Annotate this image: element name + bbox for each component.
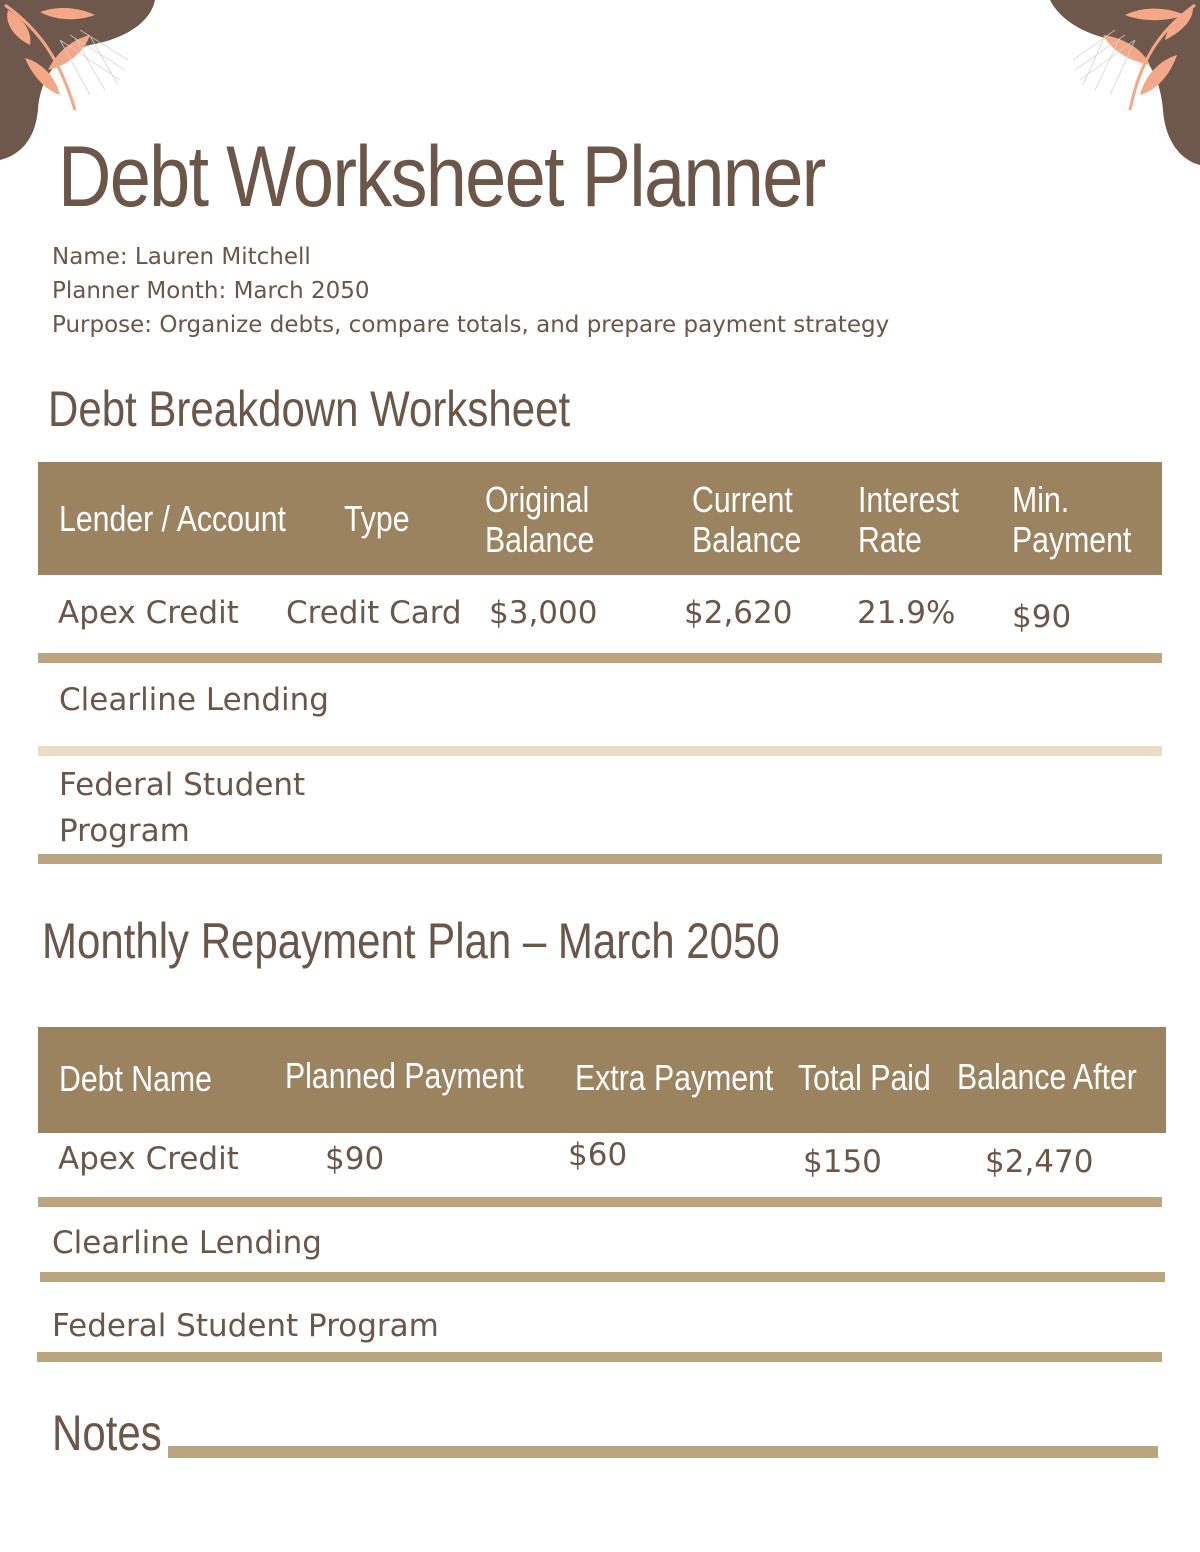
row-divider: [38, 1197, 1162, 1207]
breakdown-table-header: [38, 462, 1162, 575]
repayment-row-2-debt: Clearline Lending: [52, 1225, 322, 1261]
cell-total-paid: $150: [803, 1144, 882, 1180]
col-header-total-paid: Total Paid: [798, 1057, 931, 1098]
cell-current-balance: $2,620: [684, 595, 793, 631]
col-header-type: Type: [344, 498, 410, 539]
cell-debt-name: Apex Credit: [58, 1141, 239, 1177]
col-header-original: Original Balance: [485, 479, 595, 560]
cell-original-balance: $3,000: [489, 595, 598, 631]
notes-label: Notes: [52, 1405, 162, 1461]
cell-balance-after: $2,470: [985, 1144, 1094, 1180]
repayment-row-3-debt: Federal Student Program: [52, 1308, 439, 1344]
cell-interest-rate: 21.9%: [857, 595, 956, 631]
notes-line: [168, 1446, 1158, 1458]
cell-lender: Apex Credit: [58, 595, 239, 631]
page-title: Debt Worksheet Planner: [58, 129, 825, 225]
cell-extra-payment: $60: [568, 1137, 628, 1173]
breakdown-heading: Debt Breakdown Worksheet: [48, 381, 571, 437]
col-header-debt-name: Debt Name: [59, 1058, 212, 1099]
row-divider: [38, 653, 1162, 663]
row-divider: [38, 854, 1162, 864]
info-name: Name: Lauren Mitchell: [52, 244, 311, 270]
breakdown-row-2-lender: Clearline Lending: [59, 682, 329, 718]
breakdown-row-3-lender: Federal Student Program: [59, 767, 306, 849]
col-header-current: Current Balance: [692, 479, 802, 560]
col-header-lender: Lender / Account: [59, 498, 286, 539]
row-divider: [40, 1272, 1165, 1282]
repayment-heading: Monthly Repayment Plan – March 2050: [42, 913, 780, 969]
row-divider: [38, 746, 1162, 756]
cell-type: Credit Card: [286, 595, 462, 631]
col-header-planned-payment: Planned Payment: [285, 1055, 524, 1096]
repayment-table-header: [38, 1027, 1166, 1133]
row-divider: [37, 1352, 1162, 1362]
col-header-balance-after: Balance After: [957, 1056, 1137, 1097]
corner-leaf-decoration-right: [1025, 0, 1200, 165]
col-header-interest: Interest Rate: [858, 479, 959, 560]
col-header-min-payment: Min. Payment: [1012, 479, 1132, 560]
info-month: Planner Month: March 2050: [52, 278, 370, 304]
cell-min-payment: $90: [1012, 599, 1072, 635]
cell-planned-payment: $90: [325, 1141, 385, 1177]
col-header-extra-payment: Extra Payment: [575, 1057, 774, 1098]
info-purpose: Purpose: Organize debts, compare totals, and prepare payment strategy: [52, 312, 890, 338]
